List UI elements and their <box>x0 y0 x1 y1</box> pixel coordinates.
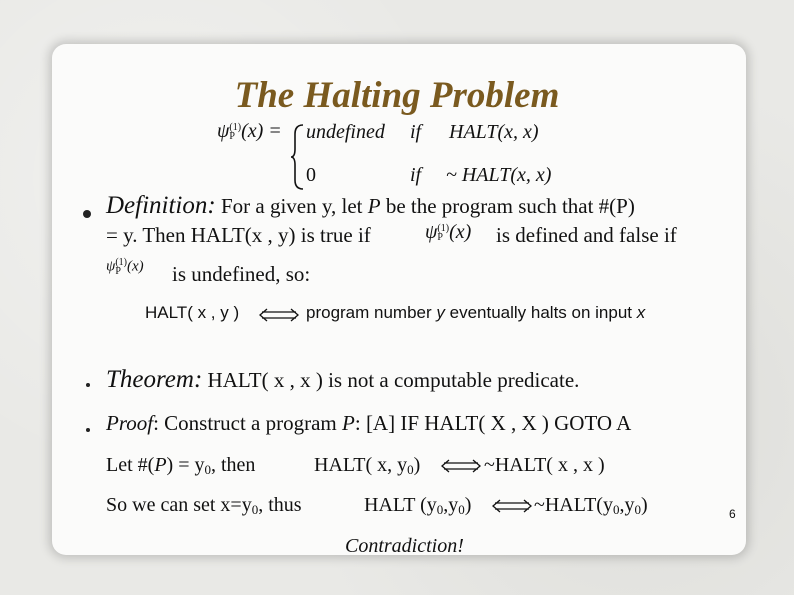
definition-line-2-start: = y. Then HALT(x , y) is true if <box>106 223 371 247</box>
equivalence-right: program number y eventually halts on input x <box>306 303 646 322</box>
case1-condition: HALT(x, x) <box>449 121 539 143</box>
slide-card <box>52 44 746 555</box>
definition-line-2-end: is defined and false if <box>496 223 677 247</box>
definition-line-1: Definition: For a given y, let P be the program such that #(P) <box>106 192 635 219</box>
case1-if: if <box>410 121 422 143</box>
page-number: 6 <box>729 507 736 521</box>
proof-line-1: Proof: Construct a program P: [A] IF HALT( X , X ) GOTO A <box>106 411 632 435</box>
definition-psi-1: ψ (1) P (x) <box>425 221 472 244</box>
bullet-proof <box>86 428 90 432</box>
theorem-line: Theorem: HALT( x , x ) is not a computable predicate. <box>106 366 580 393</box>
bullet-theorem <box>86 383 90 387</box>
formula-lhs <box>217 120 282 143</box>
definition-label: Definition: <box>106 192 216 219</box>
case2-condition: ~ HALT(x, x) <box>446 164 552 186</box>
theorem-label: Theorem: <box>106 366 203 393</box>
proof-line-2-arrow-icon <box>440 458 482 474</box>
definition-psi-2: ψ (1) P (x) <box>106 257 144 277</box>
psi-sup: (1) <box>229 122 242 134</box>
slide-title: The Halting Problem <box>234 75 560 116</box>
proof-label: Proof <box>106 411 154 435</box>
formula-brace <box>290 124 306 190</box>
case1-value: undefined <box>306 121 385 143</box>
bullet-definition <box>83 210 91 218</box>
definition-line-3: is undefined, so: <box>172 262 311 286</box>
proof-conclusion: Contradiction! <box>345 535 464 557</box>
proof-line-2-right: ~HALT( x , x ) <box>484 454 605 476</box>
proof-line-3-arrow-icon <box>491 498 533 514</box>
proof-line-3-start: So we can set x=y0, thus <box>106 494 302 517</box>
equivalence-arrow-icon <box>258 307 300 323</box>
equivalence-left: HALT( x , y ) <box>145 303 240 322</box>
proof-line-3-right: ~HALT(y0,y0) <box>534 494 648 517</box>
proof-line-3-halt: HALT (y0,y0) <box>364 494 472 517</box>
psi-symbol: ψ <box>217 120 230 142</box>
proof-line-2-halt: HALT( x, y0) <box>314 454 421 477</box>
proof-line-2-start: Let #(P) = y0, then <box>106 454 256 477</box>
psi-arg: (x) = <box>241 120 282 142</box>
case2-if: if <box>410 164 422 186</box>
psi-sub: P <box>229 131 235 143</box>
case2-value: 0 <box>306 164 316 186</box>
